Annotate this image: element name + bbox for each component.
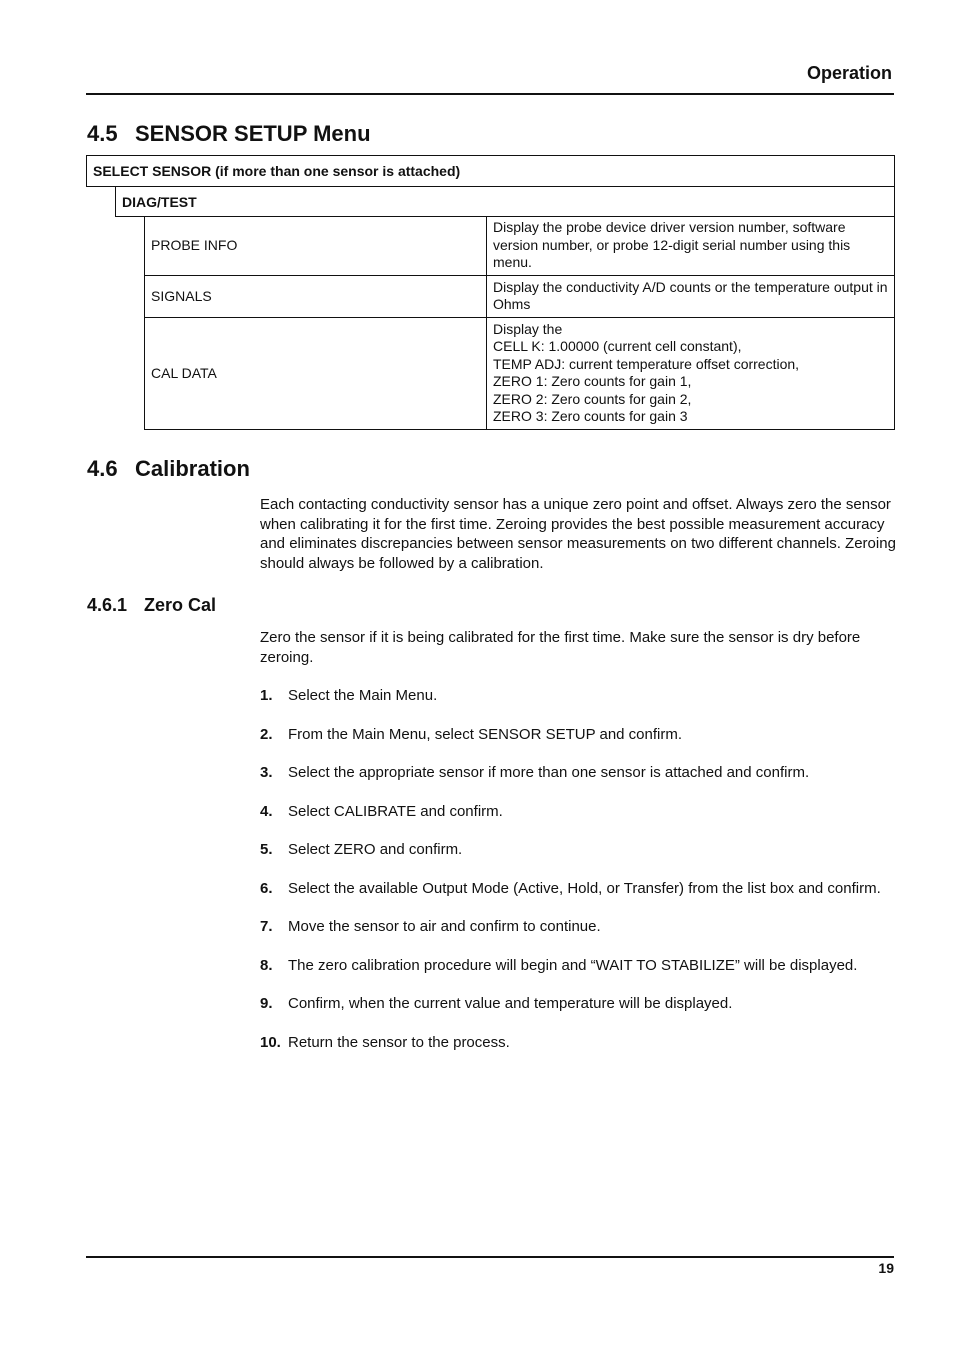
list-item: [260, 956, 900, 976]
step-text: The zero calibration procedure will begin and “WAIT TO STABILIZE” will be displayed.: [288, 956, 858, 974]
menu-item-description: Display the probe device driver version number, software version number, or probe 12-digit serial number using this menu.: [487, 217, 895, 276]
header-rule: [86, 93, 894, 95]
list-item: [260, 686, 900, 706]
running-header: Operation: [806, 63, 892, 83]
step-number: 5.: [260, 841, 273, 858]
list-item: [260, 1033, 900, 1053]
menu-level-select-sensor: SELECT SENSOR (if more than one sensor is attached): [86, 155, 895, 187]
step-number: 3.: [260, 764, 273, 781]
table-row: [145, 276, 895, 318]
step-text: Select CALIBRATE and confirm.: [288, 802, 503, 820]
menu-item-description: Display the conductivity A/D counts or the temperature output in Ohms: [487, 276, 895, 318]
footer-rule: [86, 1256, 894, 1258]
section-number: 4.6.1: [87, 595, 128, 615]
table-row: [145, 318, 895, 430]
menu-item-signals: SIGNALS: [145, 276, 487, 318]
section-4-6-1-heading: [87, 595, 216, 616]
step-text: Select ZERO and confirm.: [288, 841, 463, 858]
section-number: 4.5: [87, 121, 118, 146]
step-number: 8.: [260, 956, 273, 974]
step-text: Return the sensor to the process.: [288, 1033, 510, 1051]
section-title: Calibration: [135, 456, 250, 481]
menu-item-probe-info: PROBE INFO: [145, 217, 487, 276]
menu-level-diag-test: DIAG/TEST: [115, 186, 895, 217]
step-number: 9.: [260, 995, 273, 1012]
calibration-paragraph: Each contacting conductivity sensor has a unique zero point and offset. Always zero the sensor when calibrating it for the first time. Zeroing provides the best possible measurement accuracy and eliminates discrepancies between sensor measurements on two different channels. Zeroing should always be followed by a calibration.: [260, 496, 896, 572]
list-item: [260, 917, 900, 937]
section-4-5-heading: [87, 121, 371, 147]
list-item: [260, 994, 900, 1014]
step-number: 4.: [260, 802, 273, 820]
list-item: [260, 725, 900, 745]
step-number: 1.: [260, 687, 273, 704]
page-number: 19: [878, 1260, 894, 1276]
step-text: Move the sensor to air and confirm to continue.: [288, 918, 601, 935]
step-number: 7.: [260, 918, 273, 935]
table-row: [145, 217, 895, 276]
list-item: [260, 802, 900, 822]
step-number: 6.: [260, 879, 273, 897]
zero-cal-paragraph: Zero the sensor if it is being calibrated for the first time. Make sure the sensor is dry before zeroing.: [260, 629, 861, 666]
step-number: 10.: [260, 1033, 281, 1051]
diag-test-menu-table: [144, 216, 895, 430]
step-text: Select the Main Menu.: [288, 687, 438, 704]
list-item: [260, 879, 900, 899]
list-item: [260, 763, 900, 783]
zero-cal-steps-list: [260, 686, 900, 1071]
step-text: From the Main Menu, select SENSOR SETUP and confirm.: [288, 725, 683, 743]
list-item: [260, 840, 900, 860]
section-4-6-heading: [87, 456, 250, 482]
step-text: Select the appropriate sensor if more than one sensor is attached and confirm.: [288, 764, 810, 781]
step-number: 2.: [260, 725, 273, 743]
step-text: Select the available Output Mode (Active, Hold, or Transfer) from the list box and confirm.: [288, 879, 881, 897]
section-title: SENSOR SETUP Menu: [135, 121, 371, 146]
section-title: Zero Cal: [144, 595, 217, 615]
menu-item-cal-data: CAL DATA: [145, 318, 487, 430]
menu-item-description: Display the CELL K: 1.00000 (current cell constant), TEMP ADJ: current temperature offset correction, ZERO 1: Zero counts for gain 1, ZERO 2: Zero counts for gain 2, ZERO 3: Zero counts for gain 3: [487, 318, 895, 430]
step-text: Confirm, when the current value and temperature will be displayed.: [288, 995, 733, 1012]
section-number: 4.6: [87, 456, 118, 481]
